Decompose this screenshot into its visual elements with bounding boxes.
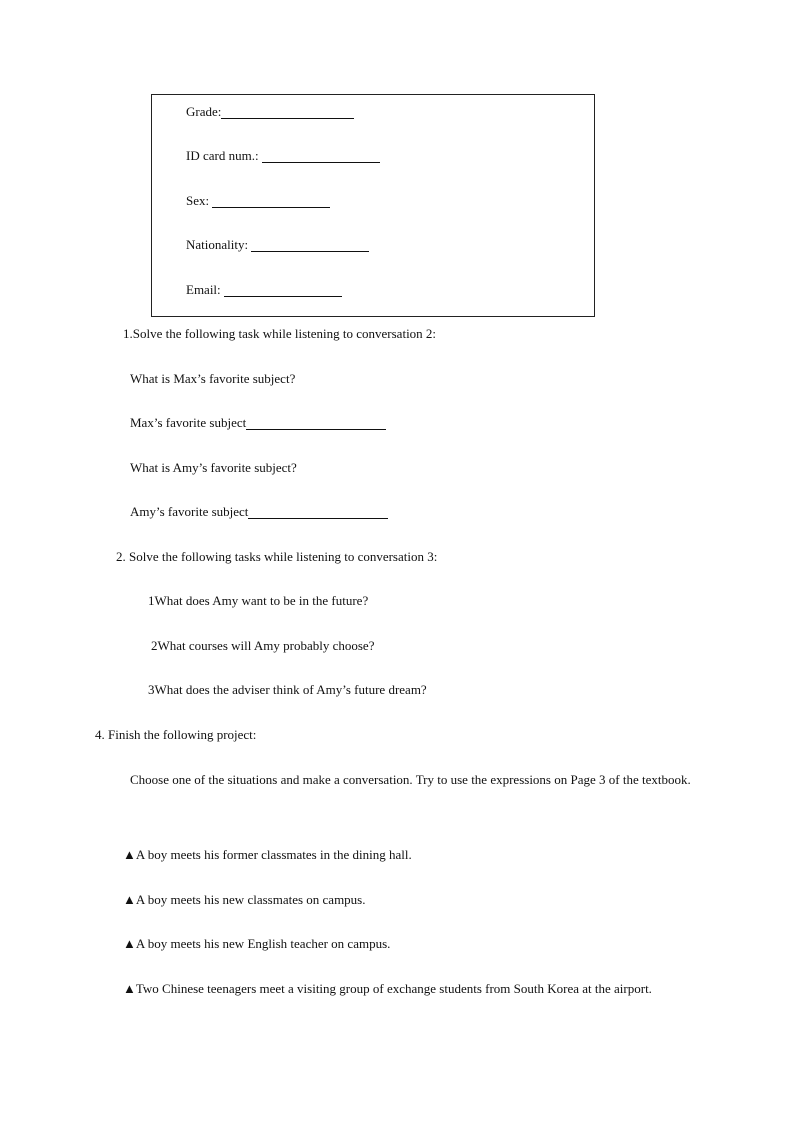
answer-1-blank[interactable] [246,415,386,430]
sex-label: Sex: [186,193,213,208]
nationality-blank[interactable] [251,237,369,252]
section1-answer-1 [130,415,386,431]
student-info-form [151,94,595,317]
section2-heading: 2. Solve the following tasks while listening to conversation 3: [116,549,438,564]
email-field [186,282,342,298]
section4-heading: 4. Finish the following project: [95,727,257,742]
section1-answer-2 [130,504,388,520]
answer-2-blank[interactable] [248,504,388,519]
section1-heading: 1.Solve the following task while listening to conversation 2: [123,326,437,341]
section2-question-2: 2What courses will Amy probably choose? [151,638,375,653]
nationality-label: Nationality: [186,237,252,252]
answer-1-label: Max’s favorite subject [130,415,247,430]
situation-item: ▲A boy meets his new classmates on campus. [123,892,366,907]
id-card-label: ID card num.: [186,148,262,163]
email-blank[interactable] [224,282,342,297]
grade-field [186,104,354,120]
id-card-field [186,148,380,164]
section1-question-1: What is Max’s favorite subject? [130,371,296,386]
id-card-blank[interactable] [262,148,380,163]
section2-question-1: 1What does Amy want to be in the future? [148,593,369,608]
section4-instructions: Choose one of the situations and make a conversation. Try to use the expressions on Page 3 of the textbook. [130,772,691,787]
section1-question-2: What is Amy’s favorite subject? [130,460,297,475]
email-label: Email: [186,282,224,297]
nationality-field [186,237,369,253]
section2-question-3: 3What does the adviser think of Amy’s future dream? [148,682,427,697]
grade-blank[interactable] [221,104,354,119]
situation-item: ▲A boy meets his new English teacher on campus. [123,936,391,951]
grade-label: Grade: [186,104,222,119]
sex-field [186,193,330,209]
situation-item: ▲Two Chinese teenagers meet a visiting group of exchange students from South Korea at the airport. [123,981,652,996]
sex-blank[interactable] [212,193,330,208]
situation-item: ▲A boy meets his former classmates in the dining hall. [123,847,412,862]
answer-2-label: Amy’s favorite subject [130,504,249,519]
